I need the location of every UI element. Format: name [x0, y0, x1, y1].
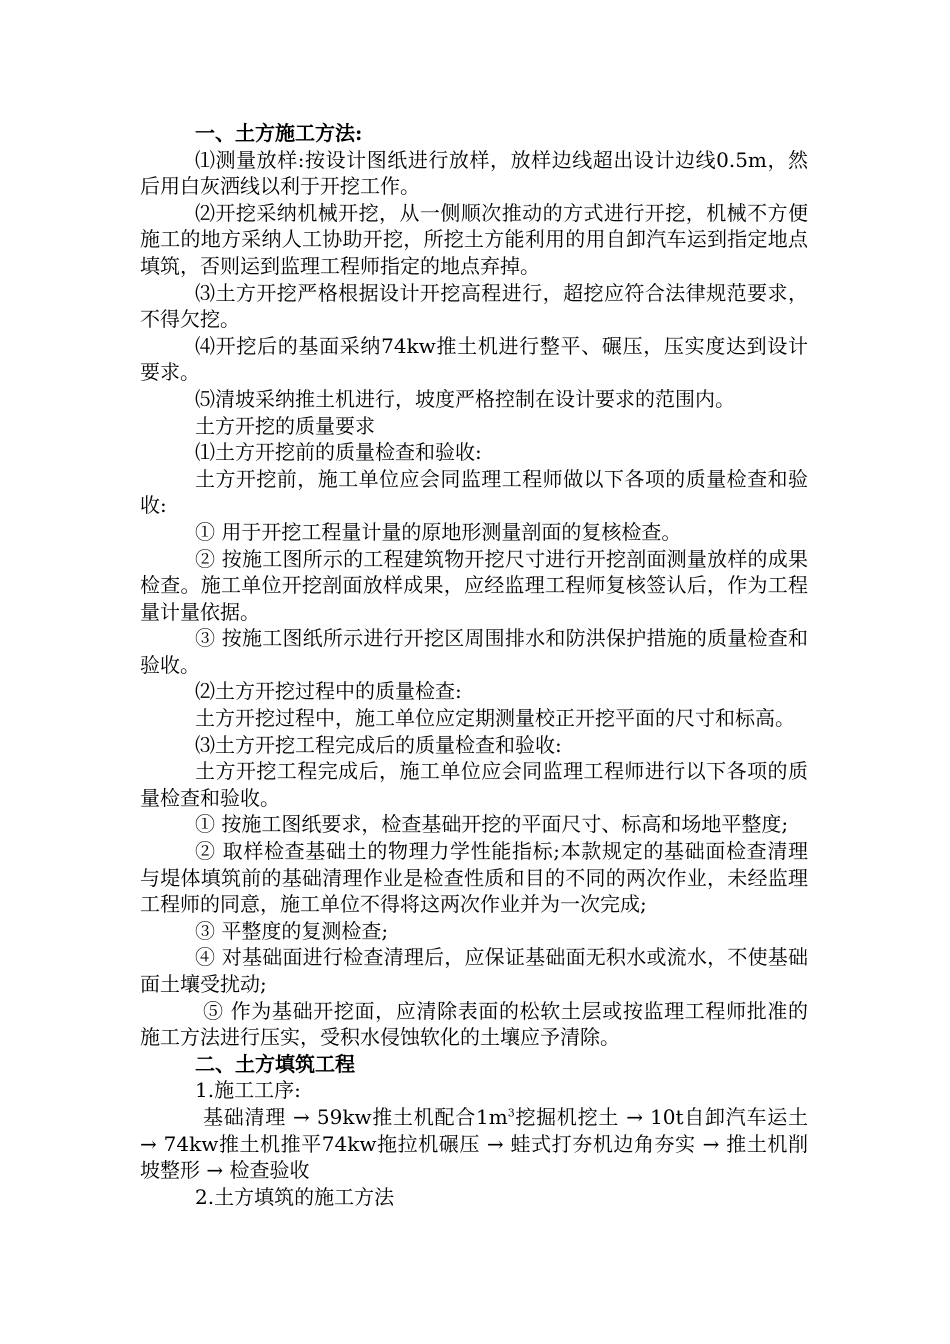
pre-check-point-1: ① 用于开挖工程量计量的原地形测量剖面的复核检查。	[195, 519, 682, 544]
pre-excavation-title: ⑴土方开挖前的质量检查和验收:	[195, 440, 482, 465]
after-check-point-4: ④ 对基础面进行检查清理后，应保证基础面无积水或流水，不使基础面土壤受扰动;	[140, 945, 808, 996]
method-item-3: ⑶土方开挖严格根据设计开挖高程进行，超挖应符合法律规范要求，不得欠挖。	[140, 280, 808, 332]
after-excavation-title: ⑶土方开挖工程完成后的质量检查和验收:	[195, 732, 562, 757]
cubic-superscript: 3	[507, 1106, 515, 1120]
after-check-point-2: ② 取样检查基础土的物理力学性能指标;本款规定的基础面检查清理与堤体填筑前的基础清理作业是检查性质和目的不同的两次作业，未经监理工程师的同意，施工单位不得将这两次作业并为一次完成;	[140, 839, 808, 917]
pre-check-point-3: ③ 按施工图纸所示进行开挖区周围排水和防洪保护措施的质量检查和验收。	[140, 626, 808, 677]
procedure-title: 1.施工工序:	[195, 1078, 301, 1103]
procedure-flow-rest: 挖掘机挖土 → 10t自卸汽车运土 → 74kw推土机推平74kw拖拉机碾压 → 蛙式打夯机边角夯实 → 推土机削坡整形 → 检查验收	[140, 1104, 808, 1183]
after-excavation-intro: 土方开挖工程完成后，施工单位应会同监理工程师进行以下各项的质量检查和验收。	[140, 759, 808, 810]
fill-method-title: 2.土方填筑的施工方法	[195, 1184, 395, 1209]
section-1-heading: 一、土方施工方法:	[195, 121, 363, 145]
document-body	[140, 120, 808, 1210]
procedure-flow	[140, 1104, 808, 1184]
pre-check-point-2: ② 按施工图所示的工程建筑物开挖尺寸进行开挖剖面测量放样的成果检查。施工单位开挖剖面放样成果，应经监理工程师复核签认后，作为工程量计量依据。	[140, 546, 808, 624]
method-item-2: ⑵开挖采纳机械开挖，从一侧顺次推动的方式进行开挖，机械不方便施工的地方采纳人工协助开挖，所挖土方能利用的用自卸汽车运到指定地点填筑，否则运到监理工程师指定的地点弃掉。	[140, 200, 808, 278]
section-2-heading: 二、土方填筑工程	[195, 1051, 355, 1076]
quality-requirements-title: 土方开挖的质量要求	[195, 413, 375, 438]
method-item-5: ⑸清坡采纳推土机进行，坡度严格控制在设计要求的范围内。	[195, 386, 735, 411]
during-excavation-title: ⑵土方开挖过程中的质量检查:	[195, 679, 462, 704]
pre-excavation-intro: 土方开挖前，施工单位应会同监理工程师做以下各项的质量检查和验收:	[140, 466, 808, 518]
procedure-flow-start: 基础清理 → 59kw推土机配合1m	[203, 1104, 508, 1129]
during-excavation-text: 土方开挖过程中，施工单位应定期测量校正开挖平面的尺寸和标高。	[195, 706, 795, 731]
method-item-4: ⑷开挖后的基面采纳74kw推土机进行整平、碾压，压实度达到设计要求。	[140, 333, 808, 385]
after-check-point-5: ⑤ 作为基础开挖面，应清除表面的松软土层或按监理工程师批准的施工方法进行压实，受积水侵蚀软化的土壤应予清除。	[140, 998, 808, 1050]
after-check-point-1: ① 按施工图纸要求，检查基础开挖的平面尺寸、标高和场地平整度;	[195, 812, 789, 837]
after-check-point-3: ③ 平整度的复测检查;	[195, 918, 389, 943]
method-item-1: ⑴测量放样:按设计图纸进行放样，放样边线超出设计边线0.5m，然后用白灰洒线以利于开挖工作。	[140, 147, 808, 199]
